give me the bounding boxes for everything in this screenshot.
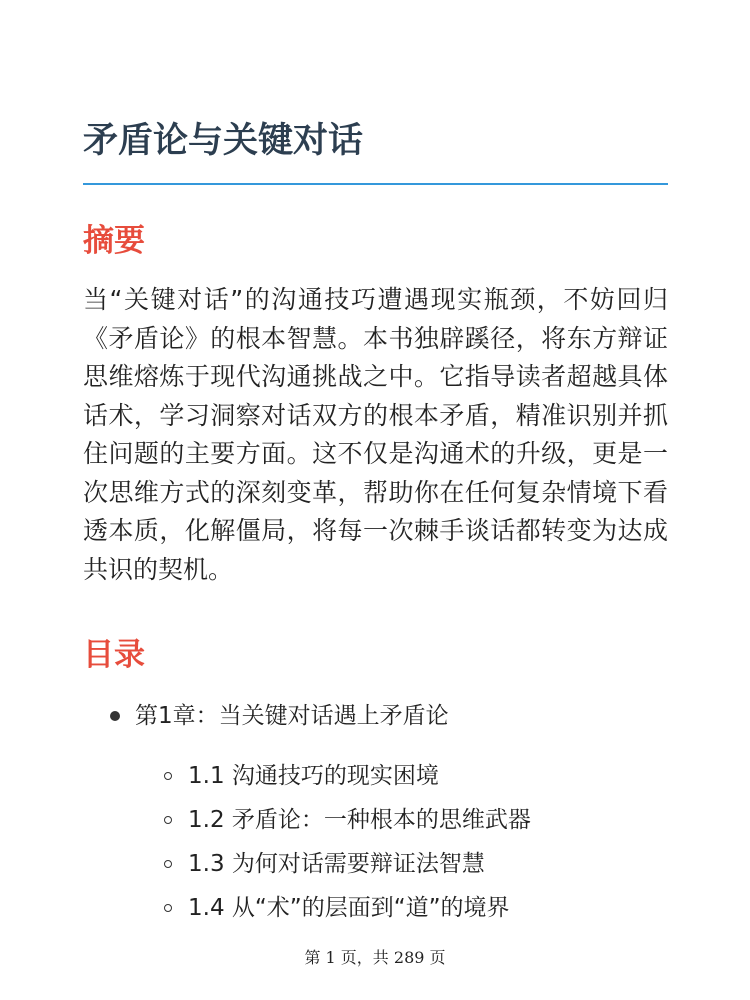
- document-title: 矛盾论与关键对话: [83, 121, 364, 161]
- toc-section-1-4[interactable]: 1.4 从“术”的层面到“道”的境界: [188, 895, 510, 921]
- abstract-heading: 摘要: [83, 223, 145, 259]
- bullet-circle-icon: [164, 772, 172, 780]
- toc-heading: 目录: [83, 637, 145, 673]
- toc-section-1-2[interactable]: 1.2 矛盾论：一种根本的思维武器: [188, 807, 531, 833]
- toc-section-1-1[interactable]: 1.1 沟通技巧的现实困境: [188, 763, 439, 789]
- page-footer: [0, 946, 750, 970]
- total-page-count: 289: [393, 948, 425, 967]
- footer-suffix: 页: [424, 948, 446, 967]
- bullet-circle-icon: [164, 904, 172, 912]
- footer-prefix: 第: [304, 948, 326, 967]
- toc-chapter-1[interactable]: 第1章：当关键对话遇上矛盾论: [135, 703, 449, 729]
- title-divider: [83, 183, 668, 185]
- toc-section-1-3[interactable]: 1.3 为何对话需要辩证法智慧: [188, 851, 485, 877]
- abstract-text: 当“关键对话”的沟通技巧遭遇现实瓶颈，不妨回归《矛盾论》的根本智慧。本书独辟蹊径，将东方辩证思维熔炼于现代沟通挑战之中。它指导读者超越具体话术，学习洞察对话双方的根本矛盾，精准识别并抓住问题的主要方面。这不仅是沟通术的升级，更是一次思维方式的深刻变革，帮助你在任何复杂情境下看透本质，化解僵局，将每一次棘手谈话都转变为达成共识的契机。: [83, 285, 668, 584]
- bullet-circle-icon: [164, 860, 172, 868]
- bullet-circle-icon: [164, 816, 172, 824]
- bullet-dot-icon: [110, 711, 120, 721]
- footer-middle: 页，共: [335, 948, 394, 967]
- current-page-number: 1: [325, 948, 336, 967]
